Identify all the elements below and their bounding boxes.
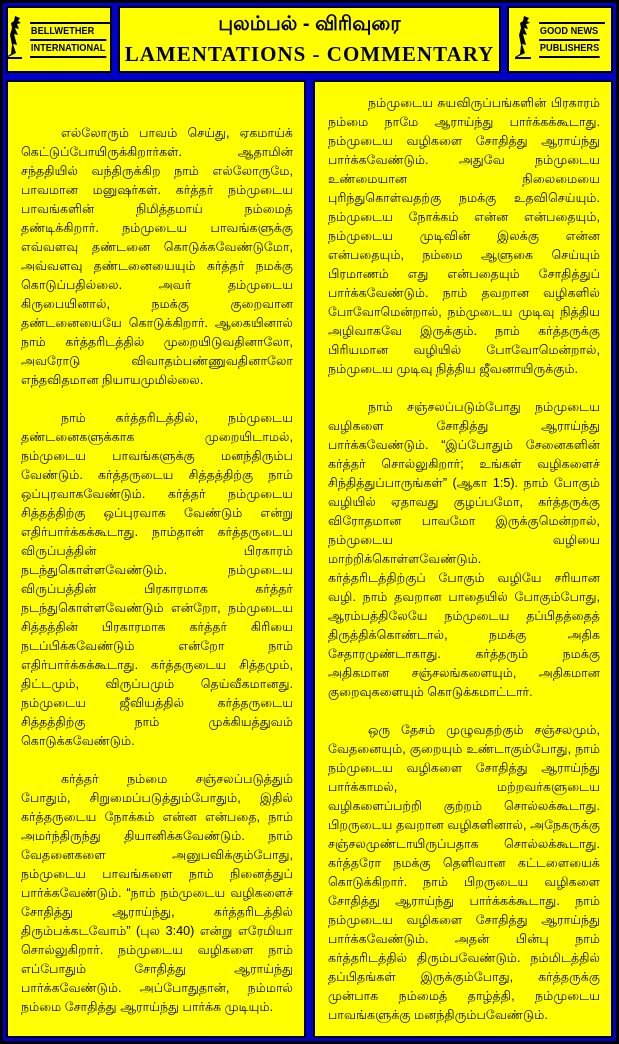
logo-line-2: PUBLISHERS <box>539 41 600 58</box>
logo-line-1: BELLWETHER <box>30 24 106 41</box>
title-panel <box>118 6 501 73</box>
logo-line-1: GOOD NEWS <box>539 24 600 41</box>
left-text-column <box>6 80 306 1038</box>
good-news-logo-text <box>539 22 605 58</box>
bell-ringer-icon <box>515 15 535 64</box>
bellwether-logo-text <box>30 22 113 58</box>
logo-line-2: INTERNATIONAL <box>30 41 106 58</box>
commentary-body <box>6 80 613 1038</box>
page-title-english: LAMENTATIONS - COMMENTARY <box>124 41 495 66</box>
right-text-column <box>313 80 613 1038</box>
paragraph: கர்த்தர் நம்மை சஞ்சலப்படுத்தும் போதும், சிறுமைப்படுத்தும்போதும், இதில் கர்த்தருடைய நோக்கம் என்ன என்பதை, நாம் அமர்ந்திருந்து தியானிக்கவேண்டும். நாம் வேதனைகளை அனுபவிக்கும்போது, நம்முடைய பாவங்களை நாம் நினைத்துப் பார்க்கவேண்டும். “நாம் நம்முடைய வழிகளைச் சோதித்து ஆராய்ந்து, கர்த்தரிடத்தில் திரும்பக்கடவோம்” (புல 3:40) என்று எரேமியா சொல்லுகிறார். நம்முடைய வழிகளை நாம் எப்போதும் சோதித்து ஆராய்ந்து பார்க்கவேண்டும். அப்போதுதான், நம்மால் நம்மை சோதித்து ஆராய்ந்து பார்க்க முடியும். <box>21 772 293 1014</box>
paragraph: எல்லோரும் பாவம் செய்து, ஏகமாய்க் கெட்டுப்போயிருக்கிறார்கள். ஆதாமின் சந்ததியில் வந்திருக்கிற நாம் எல்லோருமே, பாவமான மனுஷர்கள். கர்த்தர் நம்முடைய பாவங்களின் நிமித்தமாய் நம்மைத் தண்டிக்கிறார். நம்முடைய பாவங்களுக்கு எவ்வளவு தண்டனை கொடுக்கவேண்டுமோ, அவ்வளவு தண்டனையையும் கர்த்தர் நமக்கு கொடுப்பதில்லை. அவர் தம்முடைய கிருபையினால், நமக்கு குறைவான தண்டனையையே கொடுக்கிறார். ஆகையினால் நாம் கர்த்தரிடத்தில் முறையிடுவதினாலோ, அவரோடு விவாதம்பண்ணுவதினாலோ எந்தவிதமான நியாயமுமில்லை. <box>21 126 293 387</box>
page-header <box>6 6 613 73</box>
paragraph: நாம் கர்த்தரிடத்தில், நம்முடைய தண்டனைகளுக்காக முறையிடாமல், நம்முடைய பாவங்களுக்கு மனந்திரும்ப வேண்டும். கர்த்தருடைய சித்தத்திற்கு நாம் ஒப்புரவாகவேண்டும். கர்த்தர் நம்முடைய சித்தத்திற்கு ஒப்புரவாக வேண்டும் என்று எதிர்பார்க்கக்கூடாது. நாம்தான் கர்த்தருடைய விருப்பத்தின் பிரகாரம் நடந்துகொள்ளவேண்டும். நம்முடைய விருப்பத்தின் பிரகாரமாக கர்த்தர் நடந்துகொள்ளவேண்டும் என்றோ, நம்முடைய சித்தத்தின் பிரகாரமாக கர்த்தர் கிரியை நடப்பிக்கவேண்டும் என்றோ நாம் எதிர்பார்க்கக்கூடாது. கர்த்தருடைய சித்தமும், திட்டமும், விருப்பமும் தெய்வீகமானது. நம்முடைய ஜீவியத்தில் கர்த்தருடைய சித்தத்திற்கு நாம் முக்கியத்துவம் கொடுக்கவேண்டும். <box>21 411 293 748</box>
paragraph: ஒரு தேசம் முழுவதற்கும் சஞ்சலமும், வேதனையும், குறையும் உண்டாகும்போது, நாம் நம்முடைய வழிகளை சோதித்து ஆராய்ந்து பார்க்காமல், மற்றவர்களுடைய வழிகளைப்பற்றி குற்றம் சொல்லக்கூடாது. பிறருடைய தவறான வழிகளினால், அநேகருக்கு சஞ்சலமுண்டாயிருப்பதாக சொல்லக்கூடாது. கர்த்தரோ நமக்கு தெளிவான கட்டளையைக் கொடுக்கிறார். நாம் பிறருடைய வழிகளை சோதித்து ஆராய்ந்து பார்க்கக்கூடாது. நாம் நம்முடைய வழிகளை சோதித்து ஆராய்ந்து பார்க்கவேண்டும். அதன் பின்பு நாம் கர்த்தரிடத்தில் திரும்பவேண்டும். நம்மிடத்தில் தப்பிதங்கள் இருக்கும்போது, கர்த்தருக்கு முன்பாக நம்மைத் தாழ்த்தி, நம்முடைய பாவங்களுக்கு மனந்திரும்பவேண்டும். <box>328 723 600 1022</box>
bellwether-logo <box>6 6 112 73</box>
bell-ringer-icon <box>6 15 26 64</box>
good-news-publishers-logo <box>507 6 613 73</box>
page-title-tamil: புலம்பல் - விரிவுரை <box>218 12 401 35</box>
paragraph: நாம் சஞ்சலப்படும்போது நம்முடைய வழிகளை சோதித்து ஆராய்ந்து பார்க்கவேண்டும். “இப்போதும் சேனைகளின் கர்த்தர் சொல்லுகிறார்; உங்கள் வழிகளைச் சிந்தித்துப்பாருங்கள்” (ஆகா 1:5). நாம் போகும் வழியில் ஏதாவது குழப்பமோ, கர்த்தருக்கு விரோதமான பாவமோ இருக்குமென்றால், நம்முடைய வழியை மாற்றிக்கொள்ளவேண்டும். <box>328 400 600 566</box>
paragraph: நம்முடைய சுயவிருப்பங்களின் பிரகாரம் நம்மை நாமே ஆராய்ந்து பார்க்கக்கூடாது. நம்முடைய வழிகளை சோதித்து ஆராய்ந்து பார்க்கவேண்டும். அதுவே நம்முடைய உண்மையான நிலைமையை புரிந்துகொள்வதற்கு நமக்கு உதவிசெய்யும். நம்முடைய நோக்கம் என்ன என்பதையும், நம்முடைய முடிவின் இலக்கு என்ன என்பதையும், நம்மை ஆளுகை செய்யும் பிரமாணம் எது என்பதையும் சோதித்துப் பார்க்கவேண்டும். நாம் தவறான வழிகளில் போவோமென்றால், நம்முடைய முடிவு நித்திய அழிவாகவே இருக்கும். நாம் கர்த்தருக்கு பிரியமான வழியில் போவோமென்றால், நம்முடைய முடிவு நித்திய ஜீவனாயிருக்கும். <box>328 96 600 376</box>
paragraph: கர்த்தரிடத்திற்குப் போகும் வழியே சரியான வழி. நாம் தவறான பாதையில் போகும்போது, ஆரம்பத்திலேயே நம்முடைய தப்பிதத்தைத் திருத்திக்கொண்டால், நமக்கு அதிக சேதாரமுண்டாகாது. கர்த்தரும் நமக்கு அதிகமான சஞ்சலங்களையும், அதிகமான குறைவுகளையும் கொடுக்கமாட்டார். <box>328 571 600 699</box>
